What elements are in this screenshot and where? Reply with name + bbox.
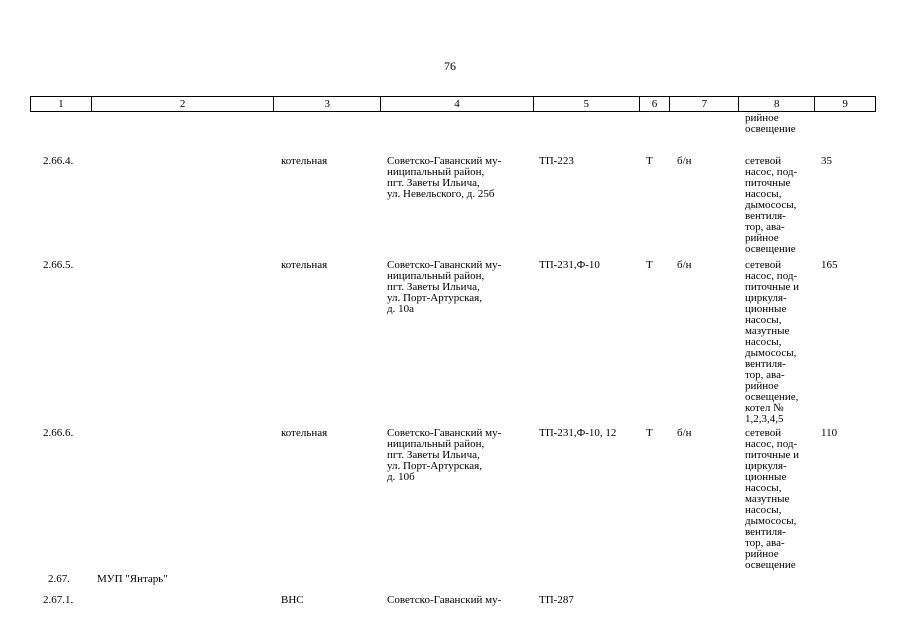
col-7-value: б/н xyxy=(677,427,692,439)
object-type: котельная xyxy=(281,155,328,167)
category: Т xyxy=(646,427,653,439)
address: Советско-Гаванский му- ниципальный район, пгт. Заветы Ильича, ул. Порт-Артурская, д. 10б xyxy=(387,427,502,483)
category: Т xyxy=(646,155,653,167)
header-col-9: 9 xyxy=(842,98,848,110)
category: Т xyxy=(646,259,653,271)
row-number: 2.66.4. xyxy=(43,155,74,167)
power-value: 165 xyxy=(821,259,838,271)
header-col-8: 8 xyxy=(739,97,815,111)
header-col-1: 1 xyxy=(31,97,92,111)
table-header xyxy=(30,96,876,112)
substation: ТП-231,Ф-10, 12 xyxy=(539,427,617,439)
object-type: ВНС xyxy=(281,594,304,606)
substation: ТП-287 xyxy=(539,594,574,606)
header-col-2: 2 xyxy=(92,97,275,111)
continued-equipment-text: рийное освещение xyxy=(745,112,796,135)
object-type: котельная xyxy=(281,427,328,439)
substation: ТП-223 xyxy=(539,155,574,167)
header-col-5: 5 xyxy=(534,97,640,111)
address: Советско-Гаванский му- ниципальный район, пгт. Заветы Ильича, ул. Невельского, д. 25б xyxy=(387,155,502,200)
substation: ТП-231,Ф-10 xyxy=(539,259,600,271)
section-number: 2.67. xyxy=(48,573,70,585)
equipment: сетевой насос, под- питочные насосы, дымососы, вентиля- тор, ава- рийное освещение xyxy=(745,155,798,255)
header-col-3: 3 xyxy=(274,97,381,111)
page-number: 76 xyxy=(444,59,456,73)
row-number: 2.67.1. xyxy=(43,594,74,606)
row-number: 2.66.6. xyxy=(43,427,74,439)
section-title: МУП "Янтарь" xyxy=(97,573,168,585)
col-7-value: б/н xyxy=(677,259,692,271)
col-7-value: б/н xyxy=(677,155,692,167)
address: Советско-Гаванский му- ниципальный район, пгт. Заветы Ильича, ул. Порт-Артурская, д. 10а xyxy=(387,259,502,315)
header-col-4: 4 xyxy=(381,97,534,111)
address: Советско-Гаванский му- xyxy=(387,594,502,606)
power-value: 110 xyxy=(821,427,838,439)
equipment: сетевой насос, под- питочные и циркуля- ционные насосы, мазутные насосы, дымососы, вентиля- тор, ава- рийное освещение, котел № 1,2,3,4,5 xyxy=(745,259,799,425)
power-value: 35 xyxy=(821,155,832,167)
header-col-6: 6 xyxy=(640,97,671,111)
object-type: котельная xyxy=(281,259,328,271)
equipment: сетевой насос, под- питочные и циркуля- ционные насосы, мазутные насосы, дымососы, вентиля- тор, ава- рийное освещение xyxy=(745,427,799,571)
row-number: 2.66.5. xyxy=(43,259,74,271)
header-col-7: 7 xyxy=(670,97,739,111)
